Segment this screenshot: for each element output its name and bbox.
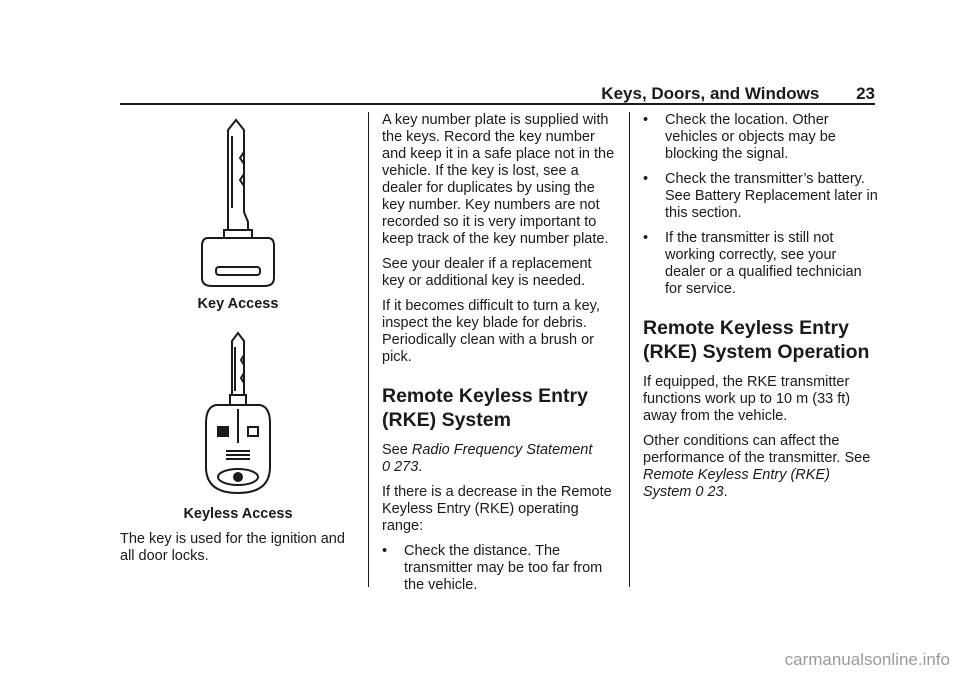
bullet-item [643, 230, 879, 298]
column-3 [643, 112, 879, 509]
section-heading: Remote Keyless Entry (RKE) System [382, 385, 588, 431]
see-reference: Other conditions can affect the performance of the transmitter. See Remote Keyless Entry (RKE) System 0 23. [643, 433, 871, 500]
see-reference: See Radio Frequency Statement 0 273. [382, 442, 593, 475]
bullet-text: Check the distance. The transmitter may be too far from the vehicle. [404, 543, 603, 593]
bullet-item [643, 112, 879, 163]
page-reference[interactable]: 0 23 [695, 484, 724, 500]
bullet-item [382, 543, 618, 594]
body-paragraph: If equipped, the RKE transmitter functions work up to 10 m (33 ft) away from the vehicle. [643, 374, 851, 424]
body-paragraph: If it becomes difficult to turn a key, inspect the key blade for debris. Periodically clean with a brush or pick. [382, 298, 600, 365]
page-header [120, 84, 875, 104]
bullet-text: Check the transmitter’s battery. See Battery Replacement later in this section. [665, 171, 878, 221]
body-paragraph: A key number plate is supplied with the keys. Record the key number and keep it in a safe place not in the vehicle. If the key is lost, see a dealer for duplicates by using the key number. Key numbers are not recorded so it is very important to keep track of the key number plate. [382, 112, 615, 247]
rke-system-link[interactable]: Remote Keyless Entry (RKE) System [643, 467, 830, 500]
body-paragraph: If there is a decrease in the Remote Keyless Entry (RKE) operating range: [382, 484, 612, 534]
keyless-fob-illustration [188, 327, 288, 497]
page-number: 23 [856, 84, 875, 103]
column-1 [120, 112, 356, 573]
bullet-text: If the transmitter is still not working correctly, see your dealer or a qualified technician for service. [665, 230, 862, 297]
body-paragraph: The key is used for the ignition and all door locks. [120, 531, 345, 564]
bullet-marker: • [643, 171, 649, 187]
body-text: Other conditions can affect the performance of the transmitter. See [643, 433, 871, 466]
column-divider [629, 112, 630, 587]
body-paragraph: See your dealer if a replacement key or additional key is needed. [382, 256, 592, 289]
watermark: carmanualsonline.info [784, 650, 950, 669]
keyless-access-figure [120, 327, 356, 502]
keyless-access-caption: Keyless Access [183, 506, 293, 522]
column-divider [368, 112, 369, 587]
column-2 [382, 112, 618, 602]
section-heading: Remote Keyless Entry (RKE) System Operation [643, 317, 870, 363]
bullet-marker: • [643, 112, 649, 128]
bullet-item [643, 171, 879, 222]
key-access-caption: Key Access [197, 296, 279, 312]
section-title: Keys, Doors, and Windows [601, 84, 820, 103]
bullet-text: Check the location. Other vehicles or objects may be blocking the signal. [665, 112, 836, 162]
key-access-figure [120, 112, 356, 292]
bullet-marker: • [382, 543, 388, 559]
bullet-marker: • [643, 230, 649, 246]
radio-frequency-link[interactable]: Radio Frequency Statement [411, 442, 593, 458]
see-prefix: See [382, 442, 412, 458]
header-rule [120, 103, 875, 105]
page-reference[interactable]: 0 273 [382, 459, 419, 475]
key-illustration [188, 112, 288, 287]
